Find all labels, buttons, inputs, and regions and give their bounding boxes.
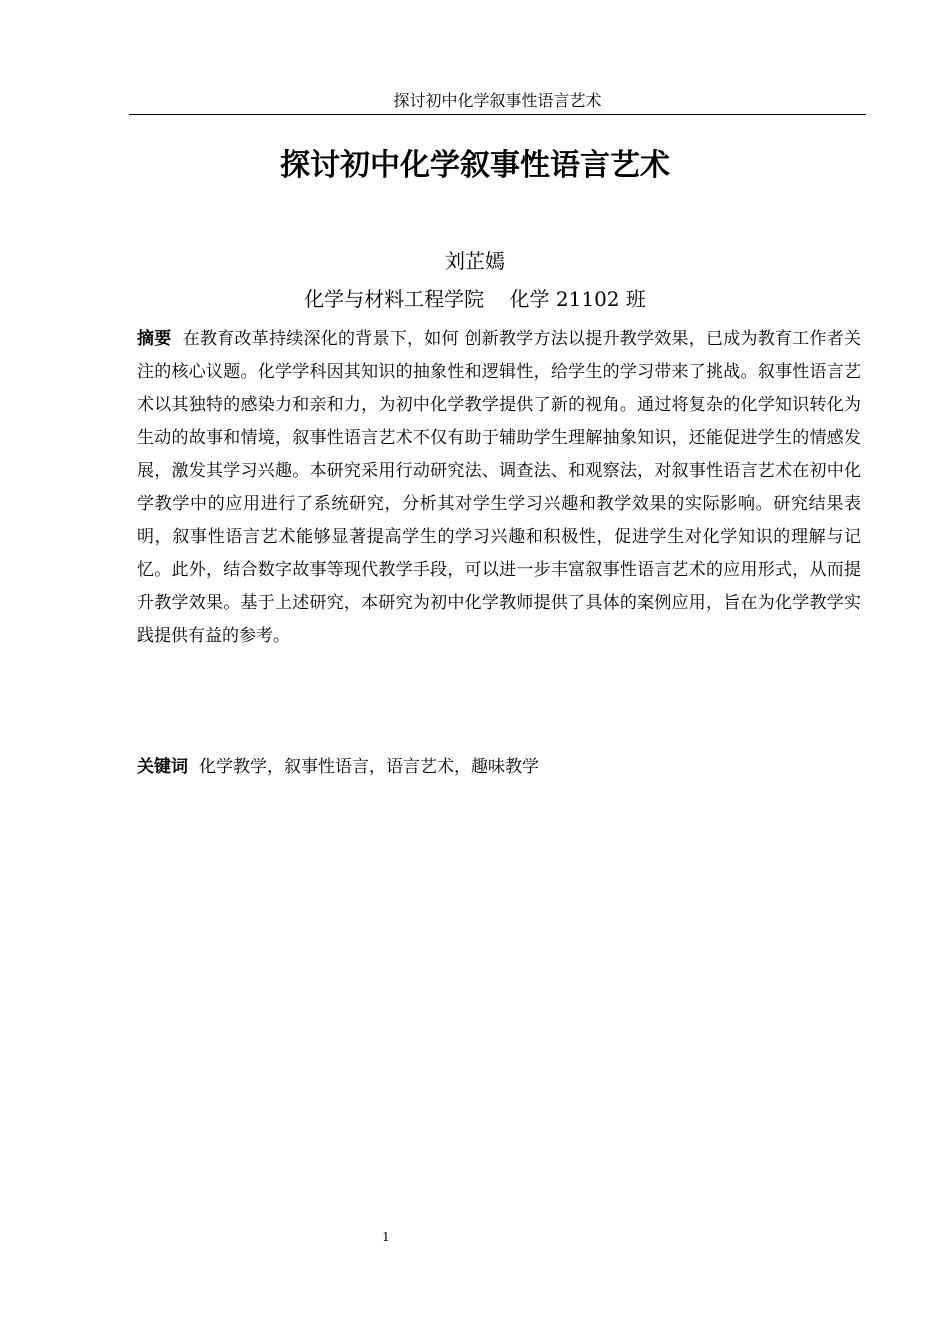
abstract <box>137 323 861 653</box>
running-header <box>129 88 866 115</box>
keywords <box>137 751 861 784</box>
paper-title: 探讨初中化学叙事性语言艺术 <box>280 148 670 183</box>
page-number: 1 <box>382 1230 390 1244</box>
author-name: 刘芷嫣 <box>445 249 505 273</box>
abstract-text: 在教育改革持续深化的背景下，如何 创新教学方法以提升教学效果，已成为教育工作者关注的核心议题。化学学科因其知识的抽象性和逻辑性，给学生的学习带来了挑战。叙事性语言艺术以其独特的感染力和亲和力，为初中化学教学提供了新的视角。通过将复杂的化学知识转化为生动的故事和情境，叙事性语言艺术不仅有助于辅助学生理解抽象知识，还能促进学生的情感发展，激发其学习兴趣。本研究采用行动研究法、调查法、和观察法，对叙事性语言艺术在初中化学教学中的应用进行了系统研究，分析其对学生学习兴趣和教学效果的实际影响。研究结果表明，叙事性语言艺术能够显著提高学生的学习兴趣和积极性，促进学生对化学知识的理解与记忆。此外，结合数字故事等现代教学手段，可以进一步丰富叙事性语言艺术的应用形式，从而提升教学效果。基于上述研究，本研究为初中化学教师提供了具体的案例应用，旨在为化学教学实践提供有益的参考。 <box>137 329 862 646</box>
keywords-label: 关键词 <box>137 757 188 777</box>
keywords-text: 化学教学，叙事性语言，语言艺术，趣味教学 <box>199 757 539 777</box>
author-affiliation: 化学与材料工程学院 化学 21102 班 <box>304 287 646 311</box>
abstract-label: 摘要 <box>137 329 172 349</box>
running-header-title: 探讨初中化学叙事性语言艺术 <box>393 91 602 110</box>
